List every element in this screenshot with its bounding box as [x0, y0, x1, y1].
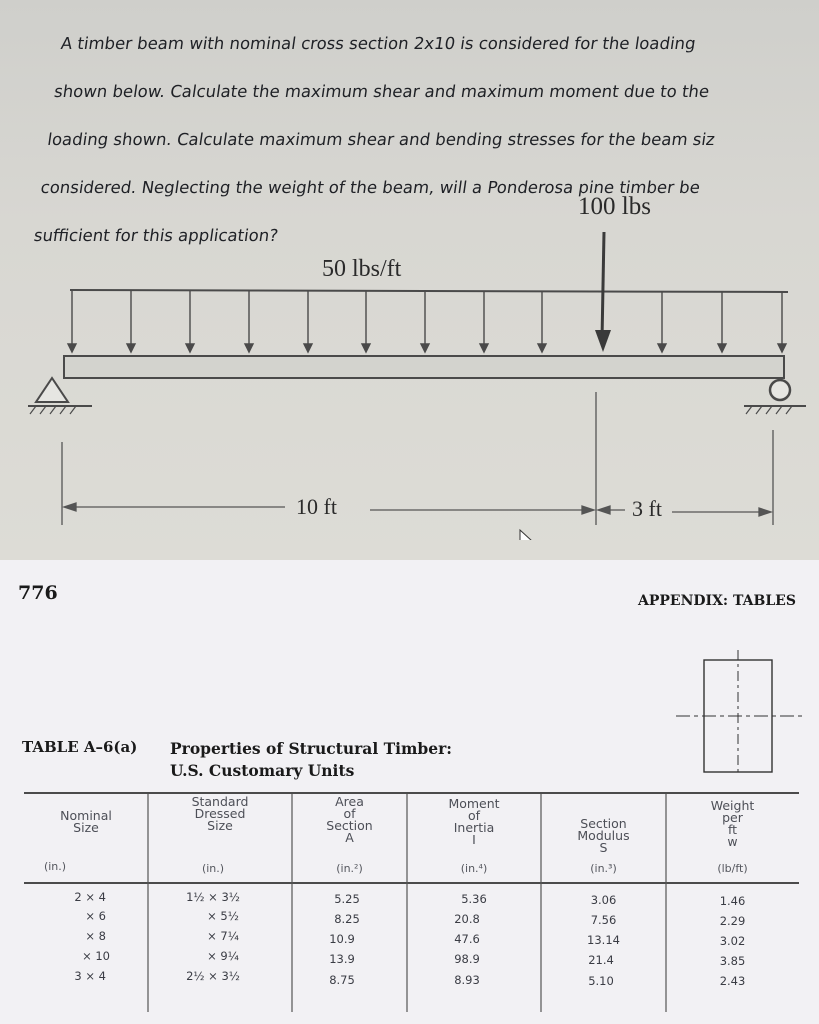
- unit-area: (in.²): [336, 862, 363, 875]
- column-header-dressed-size: Standard Dressed Size: [191, 794, 249, 833]
- table-cell-dressed: 2½ × 3½: [186, 969, 240, 983]
- table-cell-nominal: 2 × 4: [74, 890, 106, 904]
- table-title-line: Properties of Structural Timber:: [170, 739, 453, 758]
- roller-support: [744, 380, 806, 414]
- problem-line: considered. Neglecting the weight of the beam, will a Ponderosa pine timber be: [39, 178, 702, 197]
- table-cell-area: 8.25: [334, 912, 360, 926]
- table-cell-modulus: 5.10: [588, 974, 614, 988]
- unit-dressed-size: (in.): [201, 862, 225, 875]
- table-cell-nominal: × 6: [85, 909, 106, 923]
- table-cell-weight: 1.46: [719, 894, 746, 908]
- point-load-label: 100 lbs: [578, 193, 651, 220]
- table-cell-dressed: 1½ × 3½: [186, 890, 240, 904]
- problem-line: A timber beam with nominal cross section 2x10 is considered for the loading: [59, 34, 697, 53]
- dimension-lines: [62, 392, 773, 525]
- beam: [64, 356, 784, 378]
- cross-section-diagram: [676, 650, 806, 775]
- unit-inertia: (in.⁴): [460, 862, 488, 875]
- column-header-weight: Weight per ft w: [710, 798, 755, 849]
- pin-support: [28, 378, 92, 414]
- beam-diagram: [0, 180, 819, 540]
- table-cell-weight: 3.85: [719, 954, 746, 968]
- table-cell-area: 8.75: [329, 973, 355, 987]
- problem-line: shown below. Calculate the maximum shear and maximum moment due to the: [52, 82, 711, 101]
- column-header-inertia: Moment of Inertia I: [448, 796, 500, 847]
- unit-modulus: (in.³): [590, 862, 617, 875]
- table-cell-area: 13.9: [329, 952, 355, 966]
- column-header-nominal-size: Nominal Size: [60, 808, 112, 835]
- table-cell-modulus: 3.06: [590, 893, 617, 907]
- unit-weight: (lb/ft): [717, 862, 748, 875]
- problem-line: sufficient for this application?: [32, 226, 280, 245]
- appendix-region: [0, 560, 819, 1024]
- table-cell-dressed: × 7¼: [207, 929, 239, 943]
- distributed-load-arrows: [68, 290, 786, 352]
- page-number: 776: [18, 582, 58, 604]
- table-cell-inertia: 47.6: [454, 932, 480, 946]
- table-cell-inertia: 8.93: [454, 973, 480, 987]
- table-cell-modulus: 7.56: [590, 913, 617, 927]
- table-cell-nominal: × 8: [85, 929, 106, 943]
- column-header-area: Area of Section A: [326, 794, 373, 845]
- table-label: TABLE A–6(a): [22, 738, 138, 756]
- mouse-cursor-icon: [520, 530, 532, 540]
- table-cell-area: 10.9: [329, 932, 355, 946]
- table-cell-weight: 3.02: [719, 934, 746, 948]
- table-title: [170, 738, 452, 782]
- timber-properties-table: [24, 792, 799, 1024]
- appendix-header: APPENDIX: TABLES: [638, 593, 796, 609]
- column-header-modulus: Section Modulus S: [577, 816, 630, 855]
- table-cell-nominal: 3 × 4: [74, 969, 106, 983]
- table-cell-area: 5.25: [334, 892, 360, 906]
- right-span-label: 3 ft: [632, 496, 662, 521]
- table-cell-inertia: 98.9: [454, 952, 480, 966]
- distributed-load-label: 50 lbs/ft: [322, 256, 402, 282]
- table-cell-nominal: × 10: [82, 949, 110, 963]
- table-title-line: U.S. Customary Units: [170, 761, 355, 780]
- left-span-label: 10 ft: [296, 494, 337, 519]
- table-cell-modulus: 13.14: [587, 933, 620, 947]
- point-load-arrow: [602, 232, 604, 340]
- distributed-load-line: [70, 290, 788, 292]
- table-cell-inertia: 5.36: [461, 892, 487, 906]
- table-cell-modulus: 21.4: [588, 953, 614, 967]
- table-cell-dressed: × 9¼: [207, 949, 239, 963]
- table-cell-weight: 2.29: [719, 914, 746, 928]
- unit-nominal-size: (in.): [43, 860, 67, 873]
- problem-line: loading shown. Calculate maximum shear and bending stresses for the beam siz: [46, 130, 717, 149]
- table-cell-dressed: × 5½: [207, 909, 239, 923]
- table-cell-weight: 2.43: [719, 974, 746, 988]
- table-cell-inertia: 20.8: [454, 912, 480, 926]
